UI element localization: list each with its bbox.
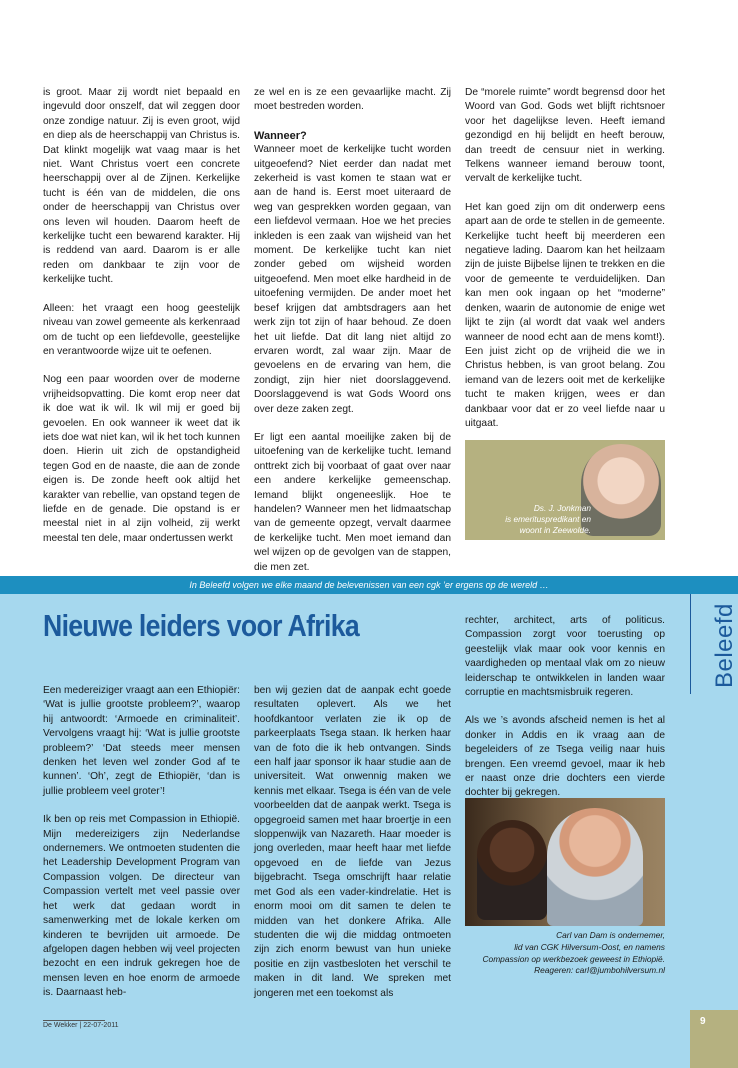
caption-line: lid van CGK Hilversum-Oost, en namens <box>514 941 665 952</box>
author-photo <box>465 440 665 540</box>
caption-line: Ds. J. Jonkman <box>533 503 591 513</box>
paragraph: Het kan goed zijn om dit onderwerp eens apart aan de orde te stellen in de gemeente. Kerkelijke tucht heeft bij meerderen een negatieve lading. Daarom kan het heilzaam zijn de juiste Bijbelse lijnen te trekken en die voor de gemeente te verduidelijken. Dan kan men ook ingaan op het “moderne” denken, waarin de autonomie de enige wet lijkt te zijn (al wordt dat vaak wel anders wanneer de nood echt aan de mens komt!). Een juist zicht op de vrijheid die we in Christus hebben, is van groot belang. Zou iemand van de lezers ooit met de kerkelijke tucht te maken krijgen, wees er dan dankbaar voor dat er zo veel liefde naar u uitgaat. <box>465 201 665 429</box>
rubric-label <box>690 594 738 694</box>
bottom-column-2 <box>254 684 451 1015</box>
caption-line: woont in Zeewolde. <box>519 525 591 535</box>
paragraph: ben wij gezien dat de aanpak echt goede resultaten oplevert. Als we het hoofdkantoor verlaten zie ik op de parkeerplaats Tsega staan. Ik herken haar van de foto die ik heb ontvangen. Sinds een half jaar sponsor ik haar studie aan de universiteit. Wat onwennig maken we kennis met elkaar. Tsega is één van de vele voorbeelden dat de aanpak werkt. Tsega is opgegroeid samen met haar broertje in een sloppenwijk van Nazareth. Haar moeder is jong overleden, maar heeft haar met liefde opgevoed en de liefde van Jezus bijgebracht. Tsega omschrijft haar relatie met God als een vader-kindrelatie. Het is enorm mooi om dit samen te delen te midden van het donkere Afrika. Alle studenten die wij die middag ontmoeten zijn zich enorm bewust van hun unieke positie en zijn vastbesloten het verschil te maken in dit land. We spreken met jongeren met een toekomst als <box>254 685 451 999</box>
section-banner: In Beleefd volgen we elke maand de belevenissen van een cgk ’er ergens op de wereld … <box>0 576 738 594</box>
paragraph: is groot. Maar zij wordt niet bepaald en ingevuld door onszelf, dat wil zeggen door onze zondige natuur. Zij is even groot, wijd en diep als de heerschappij van Christus is. Dat klinkt mogelijk wat vaag maar is het niet. Want Christus voert een concrete heerschappij over al de Zijnen. Kerkelijke tucht is één van de middelen, die ons onder de heerschappij van Christus over ons leven wil houden. Daarom heeft de kerkelijke tucht een bewarend karakter. Hij is reddend van aard. Daarom is er alle reden om dankbaar te zijn voor de kerkelijke tucht. <box>43 87 240 286</box>
paragraph: De “morele ruimte” wordt begrensd door het Woord van God. Gods wet blijft richtsnoer voor het dagelijkse leven. Heeft iemand gezondigd en hij belijdt en heeft berouw, dan treedt de censuur niet in werking. Telkens wanneer iemand berouw toont, vervalt de kerkelijke tucht. <box>465 87 665 185</box>
caption-line: Carl van Dam is ondernemer, <box>556 930 665 940</box>
rubric-text: Beleefd <box>711 603 738 688</box>
paragraph: Er ligt een aantal moeilijke zaken bij de uitoefening van de kerkelijke tucht. Iemand onttrekt zich bij voorbaat of gaat over naar een andere kerkelijke gemeenschap. Iemand blijkt ongeneeslijk. Hoe te handelen? Wanneer men het lidmaatschap van de gemeente opzegt, vervalt daarmee de kerkelijke tucht. Men moet iemand dan wel wijzen op de gevolgen van de stappen, die men zet. <box>254 431 451 573</box>
paragraph: Alleen: het vraagt een hoog geestelijk niveau van zowel gemeente als kerkenraad om de tucht op een liefdevolle, geestelijke en verantwoorde wijze uit te oefenen. <box>43 302 240 357</box>
bottom-column-3 <box>465 614 665 815</box>
paragraph: Ik ben op reis met Compassion in Ethiopië. Mijn medereizigers zijn Nederlandse ondernemers. We ontmoeten studenten die het Leadership Development Program van Compassion volgen. De directeur van Compassion vertelt met veel passie over het werk dat gedaan wordt in samenwerking met de lokale kerken om kinderen te bevrijden uit armoede. De afgelopen dagen hebben wij veel projecten bezocht en een indruk gekregen hoe de mensen leven en hoe enorm de armoede is. Daarnaast heb- <box>43 814 240 999</box>
author-caption <box>471 503 591 536</box>
person-figure <box>477 820 547 920</box>
bottom-column-1 <box>43 684 240 1015</box>
paragraph: ze wel en is ze een gevaarlijke macht. Zij moet bestreden worden. <box>254 87 451 113</box>
top-column-3 <box>465 86 665 445</box>
photo-caption <box>465 930 665 977</box>
caption-line: Compassion op werkbezoek geweest in Ethiopië. <box>482 953 665 964</box>
portrait-image <box>581 444 661 536</box>
paragraph: Een medereiziger vraagt aan een Ethiopiër: ‘Wat is jullie grootste probleem?’, waarop hij antwoordt: ‘Armoede en criminaliteit’. Vervolgens vraagt hij: ‘Wat is jullie grootste probleem?’ ‘Dat steeds meer mensen denken het leven wel zonder God af te kunnen’. ‘Oh’, zegt de Ethiopiër, ‘dan is jullie probleem veel groter’! <box>43 685 240 797</box>
top-column-2 <box>254 86 451 589</box>
paragraph: rechter, architect, arts of politicus. Compassion zorgt voor toerusting op geestelijk vlak maar ook voor kennis en vaardigheden op mentaal vlak om zo nieuw leiderschap te ontwikkelen in landen waar corruptie en machtsmisbruik regeren. <box>465 615 665 699</box>
caption-email: Reageren: carl@jumbohilversum.nl <box>534 965 665 976</box>
caption-line: is emerituspredikant en <box>505 514 591 524</box>
page-number-box <box>690 1010 738 1068</box>
article-headline: Nieuwe leiders voor Afrika <box>43 608 359 643</box>
paragraph: Nog een paar woorden over de moderne vrijheidsopvatting. Die komt erop neer dat ik doe wat ik wil. Ik wil mij er goed bij gevoelen. En ook wanneer ik weet dat ik iets doe wat niet kan, wil ik het toch kunnen doen. Hierin uit zich de opstandigheid tegen God en de naaste, die aan de zonde eigen is. De zonde heeft ook altijd het karakter van rebellie, van opstand tegen de liefde en de genade. Die opstand is er meestal niet in al zijn volheid, zij werkt meestal ten dele, maar ondertussen werkt <box>43 374 240 544</box>
page-number: 9 <box>700 1016 706 1027</box>
article-photo <box>465 798 665 926</box>
paragraph: Als we ’s avonds afscheid nemen is het al donker in Addis en ik vraag aan de begeleiders of ze Tsega veilig naar huis brengen. Een vreemd gevoel, maar ik heb er naast onze drie dochters een vierde dochter bij gekregen. <box>465 715 665 799</box>
paragraph: Wanneer moet de kerkelijke tucht worden uitgeoefend? Niet eerder dan nadat met zekerheid is vast komen te staan wat er aan de hand is. Eerst moet uiteraard de weg van gesprekken worden gegaan, van een liefdevol vermaan. Hoe we het precies inkleden is een zaak van wijsheid van het moment. De kerkelijke tucht kan niet zonder gebed om wijsheid worden uitgeoefend. Men moet elke hardheid in de uitoefening vermijden. De ander moet het besef krijgen dat ambtsdragers aan het werk zijn tot zijn of haar behoud. Ze doen het uit liefde. Dat dit lang niet altijd zo ervaren wordt, zal waar zijn. Maar de gevoelens en de ervaring van hem, die zondigt, zijn hier niet doorslaggevend. Doorslaggevend is wat Gods Woord ons over deze zaken zegt. <box>254 144 451 415</box>
top-column-1 <box>43 86 240 560</box>
footer-divider <box>43 1020 105 1021</box>
section-heading: Wanneer? <box>254 129 307 142</box>
person-figure <box>547 808 643 926</box>
footer-issue: De Wekker | 22-07-2011 <box>43 1022 119 1029</box>
